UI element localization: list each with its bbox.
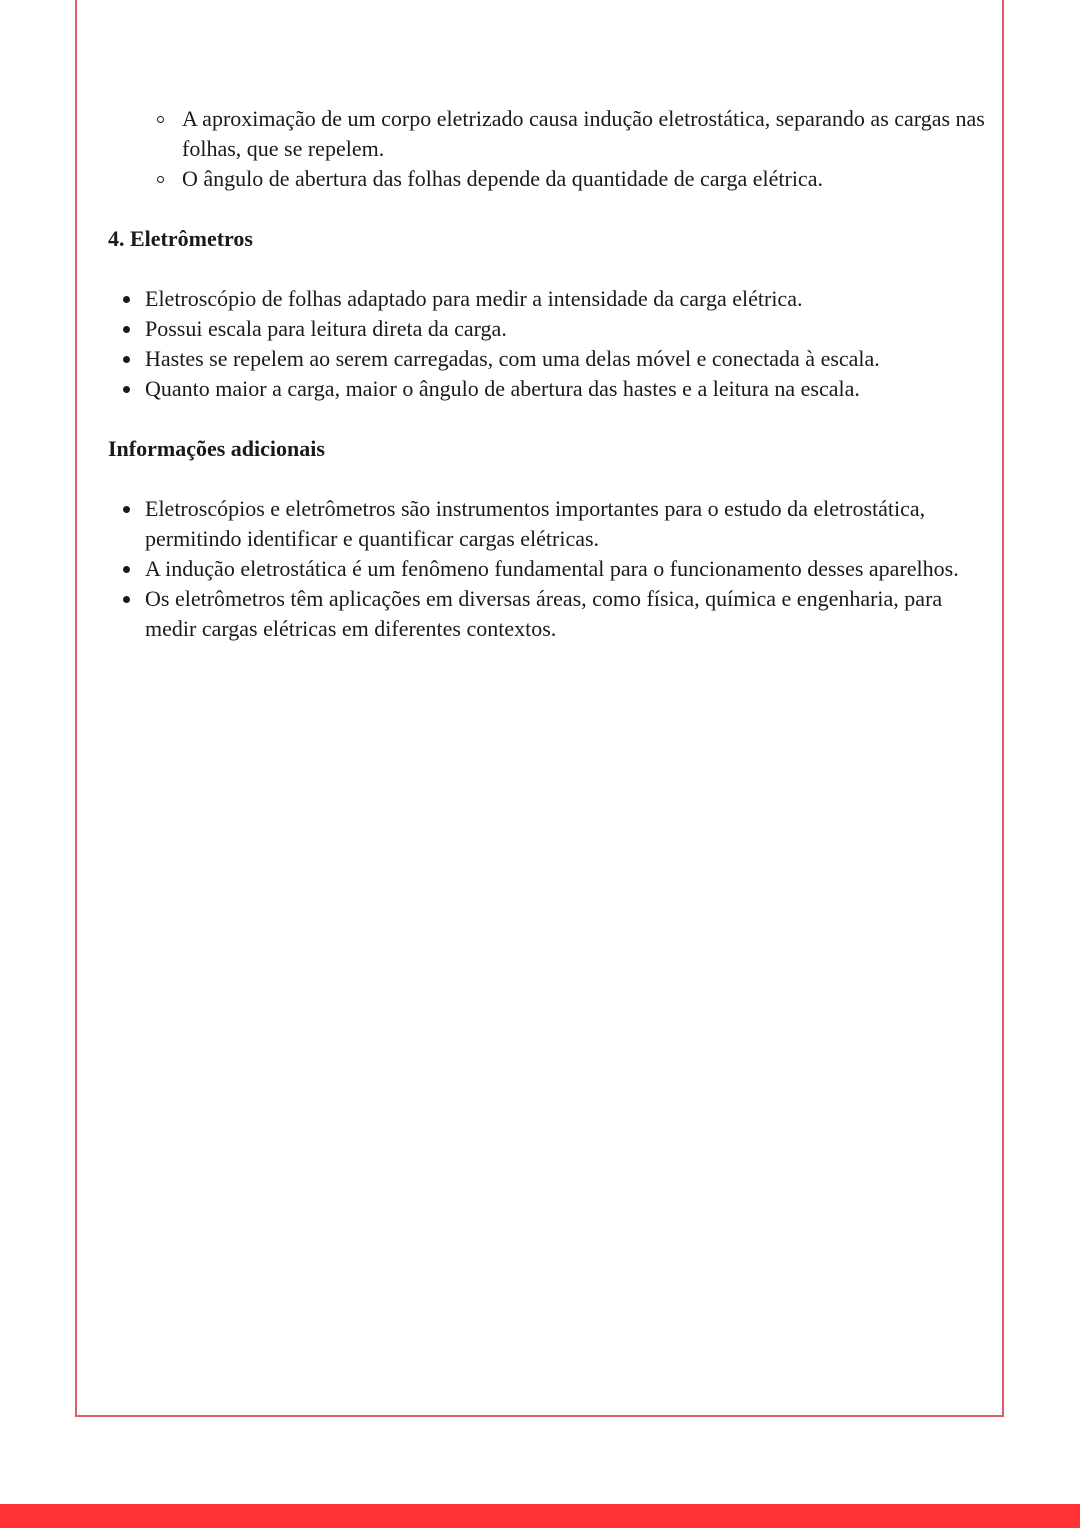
list-item-text: Eletroscópios e eletrômetros são instrumentos importantes para o estudo da eletrostática, permitindo identificar e quantificar cargas elétricas.: [145, 496, 926, 551]
bullet-icon: [123, 566, 130, 573]
bullet-icon: [123, 356, 130, 363]
list-item: [145, 344, 988, 374]
eletrometros-list: [108, 284, 988, 404]
document-content: [108, 104, 988, 644]
list-item-text: A aproximação de um corpo eletrizado causa indução eletrostática, separando as cargas nas folhas, que se repelem.: [182, 106, 985, 161]
hollow-bullet-icon: [157, 176, 164, 183]
hollow-bullet-icon: [157, 116, 164, 123]
list-item-text: Eletroscópio de folhas adaptado para medir a intensidade da carga elétrica.: [145, 286, 803, 311]
continued-sublist: [108, 104, 988, 194]
section-heading-informacoes: Informações adicionais: [108, 436, 325, 461]
bullet-icon: [123, 506, 130, 513]
list-item-text: Os eletrômetros têm aplicações em diversas áreas, como física, química e engenharia, para medir cargas elétricas em diferentes contextos.: [145, 586, 943, 641]
list-item: [182, 104, 988, 164]
section-heading-eletrometros: 4. Eletrômetros: [108, 226, 253, 251]
list-item-text: O ângulo de abertura das folhas depende da quantidade de carga elétrica.: [182, 166, 823, 191]
list-item: [145, 374, 988, 404]
bullet-icon: [123, 326, 130, 333]
list-item: [145, 314, 988, 344]
list-item-text: Hastes se repelem ao serem carregadas, com uma delas móvel e conectada à escala.: [145, 346, 880, 371]
bullet-icon: [123, 596, 130, 603]
informacoes-list: [108, 494, 988, 644]
footer-color-bar: [0, 1504, 1080, 1528]
list-item-text: A indução eletrostática é um fenômeno fundamental para o funcionamento desses aparelhos.: [145, 556, 959, 581]
list-item: [145, 584, 988, 644]
list-item-text: Possui escala para leitura direta da carga.: [145, 316, 507, 341]
list-item: [182, 164, 988, 194]
bullet-icon: [123, 386, 130, 393]
list-item: [145, 494, 988, 554]
list-item: [145, 284, 988, 314]
bullet-icon: [123, 296, 130, 303]
list-item: [145, 554, 988, 584]
list-item-text: Quanto maior a carga, maior o ângulo de abertura das hastes e a leitura na escala.: [145, 376, 860, 401]
